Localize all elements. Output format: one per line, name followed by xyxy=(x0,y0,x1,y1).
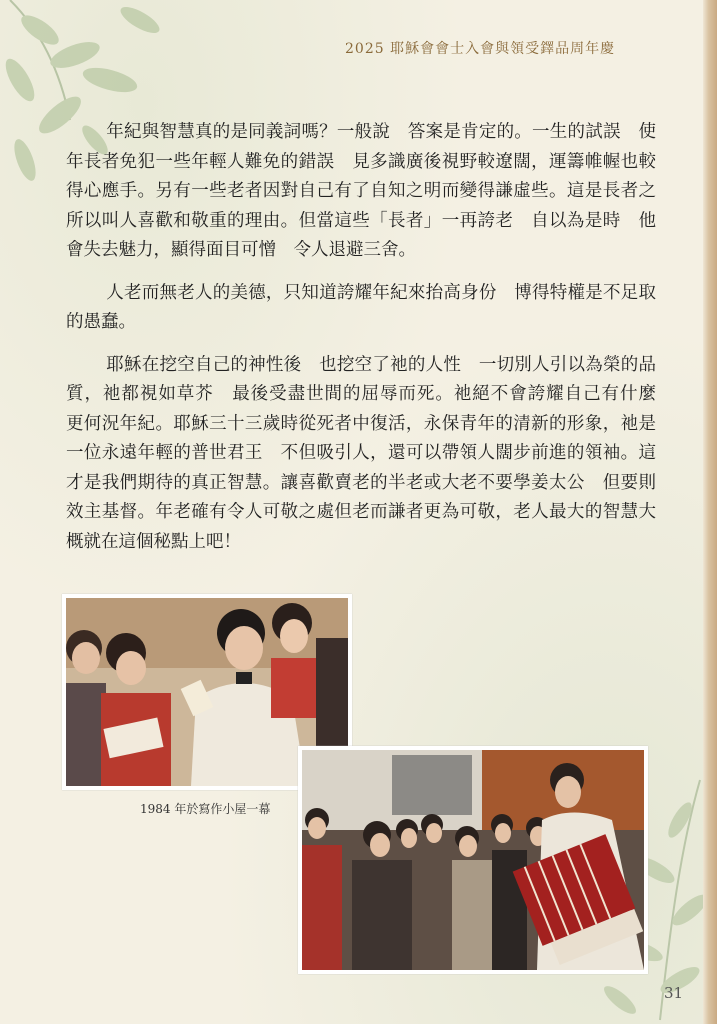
page-edge xyxy=(703,0,717,1024)
photo-accordion-group-image xyxy=(302,750,644,970)
article-body xyxy=(66,118,674,570)
photo-accordion-group xyxy=(298,746,648,974)
page-header: 2025 耶穌會會士入會與領受鐸品周年慶 xyxy=(345,41,616,57)
page-number: 31 xyxy=(664,984,684,1002)
paragraph-1: 年紀與智慧真的是同義詞嗎？一般說 答案是肯定的。一生的試誤 使年長者免犯一些年輕人難免的錯誤 見多識廣後視野較遼闊，運籌帷幄也較得心應手。另有一些老者因對自己有了自知之明而變得謙虛些。這是長者之所以叫人喜歡和敬重的理由。但當這些「長者」一再誇老 自以為是時 他會失去魅力，顯得面目可憎 令人退避三舍。 xyxy=(66,122,656,260)
paragraph-2: 人老而無老人的美德，只知道誇耀年紀來抬高身份 博得特權是不足取的愚蠢。 xyxy=(66,282,656,332)
photo-caption: 1984 年於寫作小屋一幕 xyxy=(140,802,271,816)
paragraph-3: 耶穌在挖空自己的神性後 也挖空了祂的人性 一切別人引以為榮的品質，祂都視如草芥 最後受盡世間的屈辱而死。祂絕不會誇耀自己有什麼 更何況年紀。耶穌三十三歲時從死者中復活，永保青年的清新的形象，祂是一位永遠年輕的普世君王 不但吸引人，還可以帶領人闊步前進的領袖。這才是我們期待的真正智慧。讓喜歡賣老的半老或大老不要學姜太公 但要則效主基督。年老確有令人可敬之處但老而謙者更為可敬，老人最大的智慧大概就在這個秘點上吧！ xyxy=(66,354,674,552)
